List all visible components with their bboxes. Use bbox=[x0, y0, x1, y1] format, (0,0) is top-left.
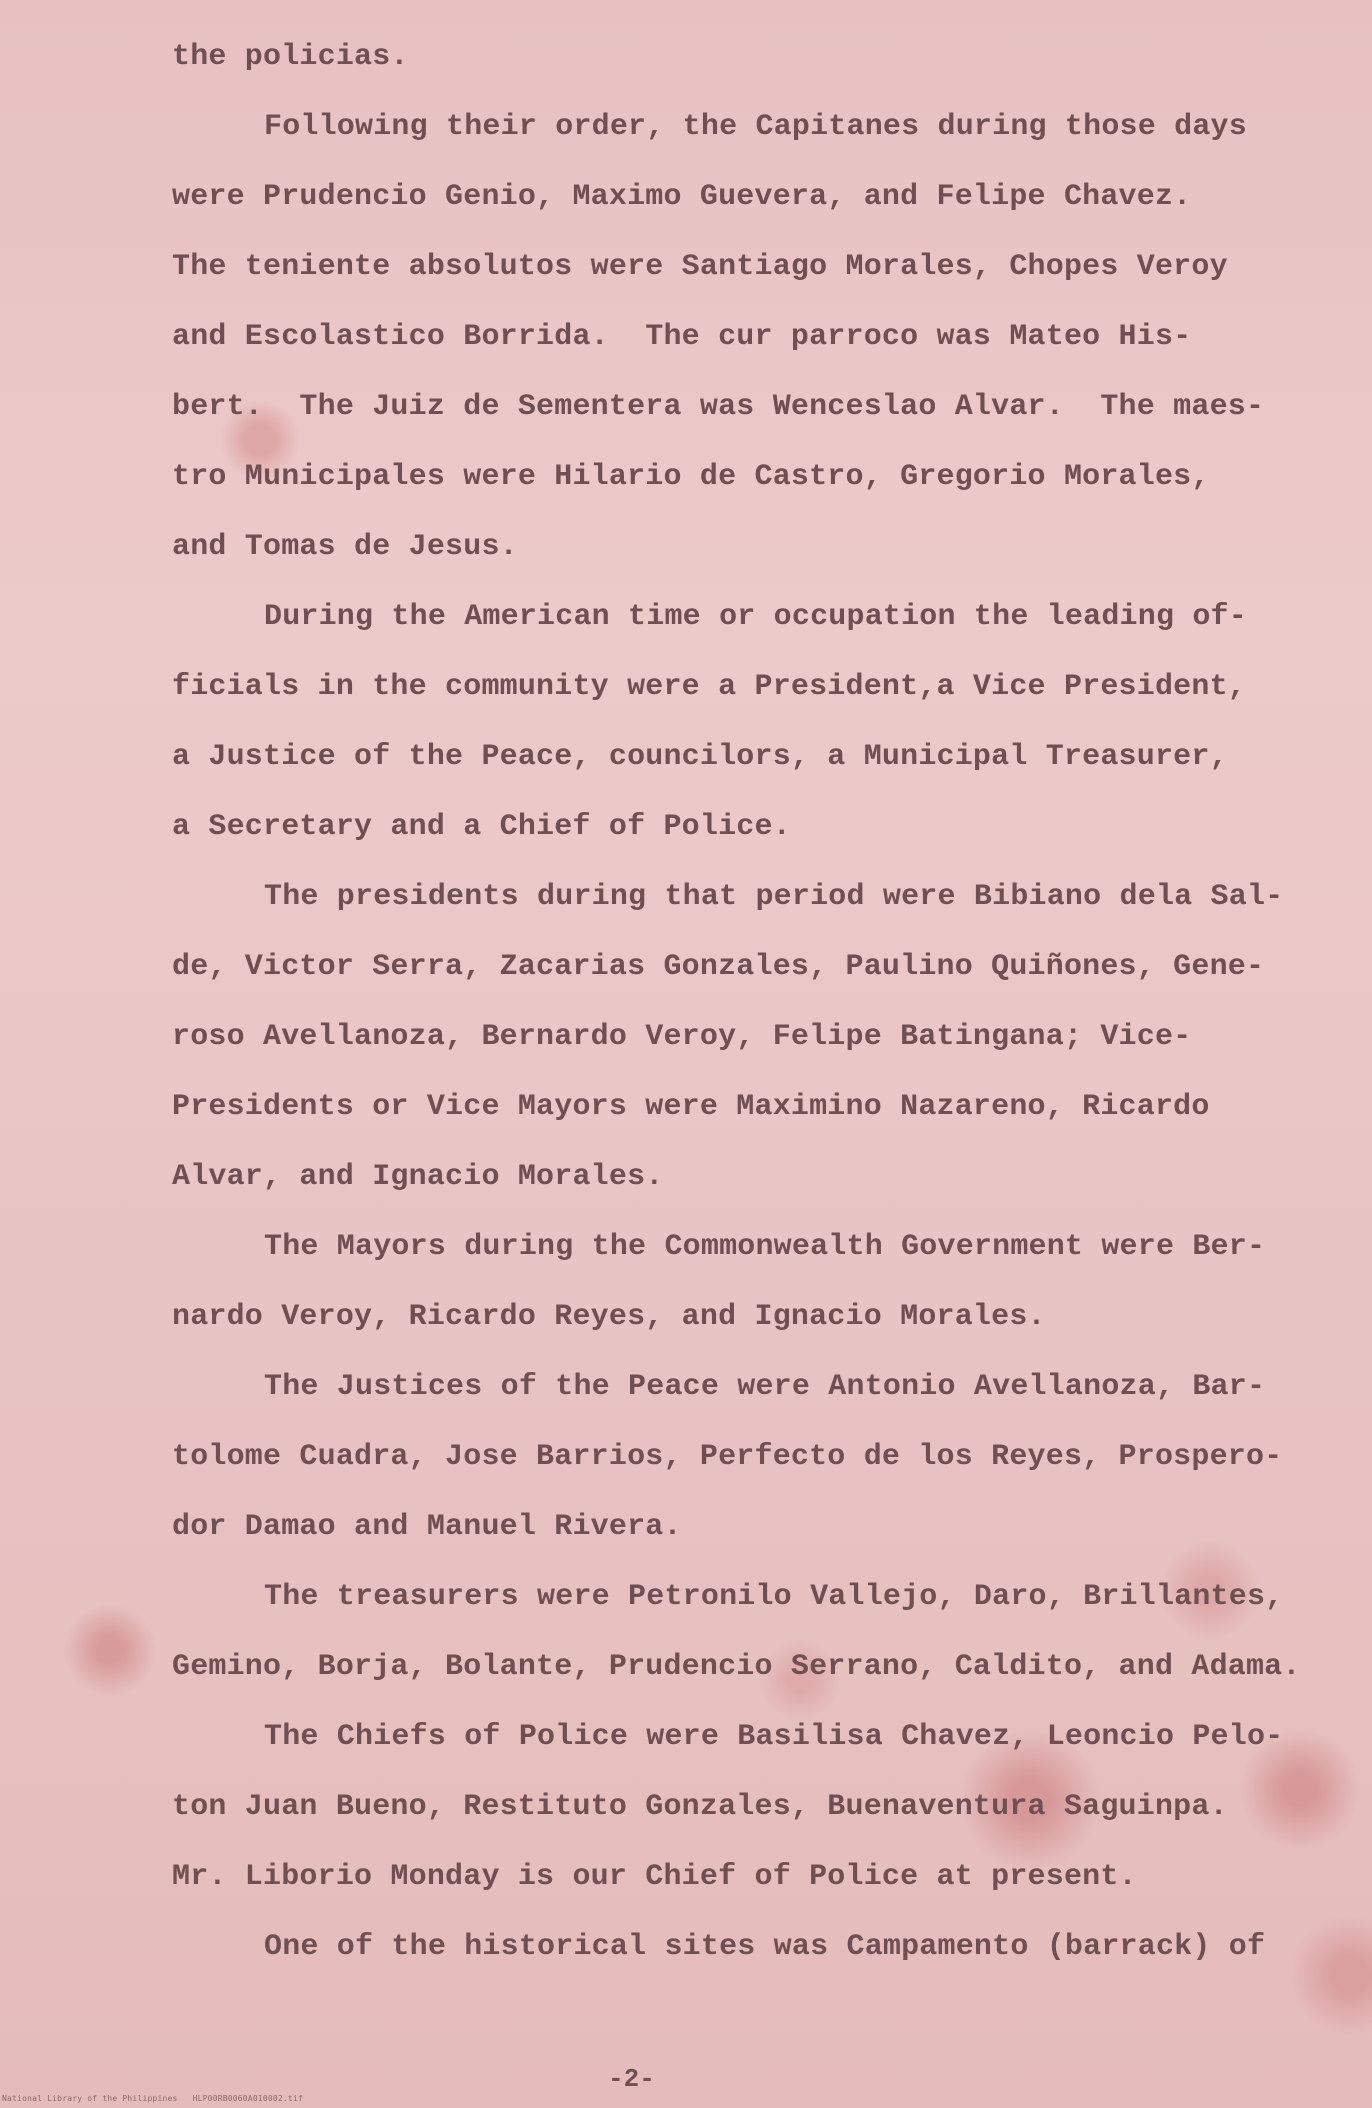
text-line: were Prudencio Genio, Maximo Guevera, and Felipe Chavez. bbox=[172, 180, 1192, 214]
text-line: the policias. bbox=[172, 40, 409, 74]
text-line: and Escolastico Borrida. The cur parroco was Mateo His- bbox=[172, 320, 1192, 354]
text-line: and Tomas de Jesus. bbox=[172, 530, 518, 564]
text-line: The teniente absolutos were Santiago Morales, Chopes Veroy bbox=[172, 250, 1228, 284]
text-line: Mr. Liborio Monday is our Chief of Police at present. bbox=[172, 1860, 1137, 1894]
text-line: One of the historical sites was Campamento (barrack) of bbox=[264, 1930, 1266, 1964]
text-line: During the American time or occupation the leading of- bbox=[264, 600, 1247, 634]
text-line: ficials in the community were a President,a Vice President, bbox=[172, 670, 1246, 704]
text-line: Gemino, Borja, Bolante, Prudencio Serrano, Caldito, and Adama. bbox=[172, 1650, 1301, 1684]
page-number: -2- bbox=[608, 2064, 655, 2094]
text-line: The treasurers were Petronilo Vallejo, Daro, Brillantes, bbox=[264, 1580, 1284, 1614]
text-line: The Chiefs of Police were Basilisa Chavez, Leoncio Pelo- bbox=[264, 1720, 1284, 1754]
text-line: de, Victor Serra, Zacarias Gonzales, Paulino Quiñones, Gene- bbox=[172, 950, 1265, 984]
text-line: bert. The Juiz de Sementera was Wenceslao Alvar. The maes- bbox=[172, 390, 1265, 424]
text-line: The Justices of the Peace were Antonio Avellanoza, Bar- bbox=[264, 1370, 1266, 1404]
archive-footer: National Library of the Philippines HLP00RB0060A010002.tif bbox=[2, 2094, 303, 2103]
text-line: Presidents or Vice Mayors were Maximino Nazareno, Ricardo bbox=[172, 1090, 1210, 1124]
typed-text-body bbox=[172, 22, 1301, 1982]
text-line: nardo Veroy, Ricardo Reyes, and Ignacio Morales. bbox=[172, 1300, 1046, 1334]
text-line: Following their order, the Capitanes during those days bbox=[264, 110, 1247, 144]
text-line: The Mayors during the Commonwealth Government were Ber- bbox=[264, 1230, 1266, 1264]
text-line: a Secretary and a Chief of Police. bbox=[172, 810, 791, 844]
text-line: tro Municipales were Hilario de Castro, Gregorio Morales, bbox=[172, 460, 1210, 494]
text-line: The presidents during that period were Bibiano dela Sal- bbox=[264, 880, 1284, 914]
text-line: ton Juan Bueno, Restituto Gonzales, Buenaventura Saguinpa. bbox=[172, 1790, 1228, 1824]
text-line: dor Damao and Manuel Rivera. bbox=[172, 1510, 682, 1544]
text-line: roso Avellanoza, Bernardo Veroy, Felipe Batingana; Vice- bbox=[172, 1020, 1192, 1054]
text-line: Alvar, and Ignacio Morales. bbox=[172, 1160, 664, 1194]
text-line: tolome Cuadra, Jose Barrios, Perfecto de los Reyes, Prospero- bbox=[172, 1440, 1283, 1474]
text-line: a Justice of the Peace, councilors, a Municipal Treasurer, bbox=[172, 740, 1228, 774]
